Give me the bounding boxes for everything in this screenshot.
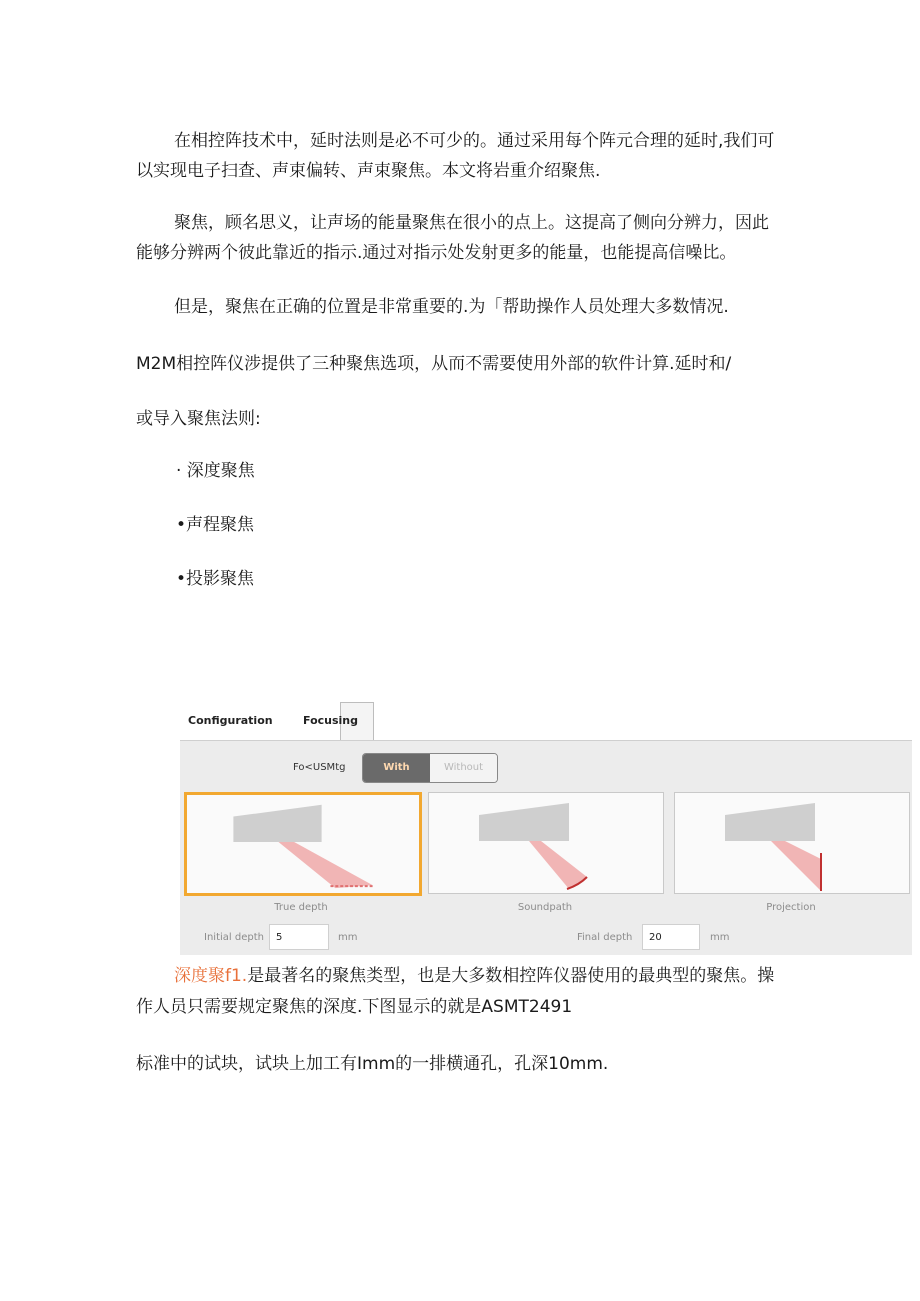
final-depth-input[interactable]: 20 bbox=[642, 924, 700, 950]
initial-depth-unit: mm bbox=[338, 932, 358, 943]
focusing-label: Fo<USMtg bbox=[293, 762, 346, 773]
paragraph-2-line-1: 聚焦，顾名思义，让声场的能量聚焦在很小的点上。这提高了侧向分辨力，因此 bbox=[174, 213, 769, 233]
paragraph-5: 或导入聚焦法则: bbox=[136, 409, 261, 429]
caption-soundpath: Soundpath bbox=[517, 902, 573, 913]
wedge-shape bbox=[233, 805, 321, 842]
wedge-shape bbox=[479, 803, 569, 841]
true-depth-diagram bbox=[187, 795, 419, 893]
toggle-without-button[interactable]: Without bbox=[430, 754, 497, 782]
initial-depth-label: Initial depth bbox=[204, 932, 264, 943]
tab-focusing[interactable]: Focusing bbox=[303, 714, 358, 727]
paragraph-6-rest: 是最著名的聚焦类型，也是大多数相控阵仪器使用的最典型的聚焦。操 bbox=[247, 966, 775, 986]
mode-card-true-depth[interactable] bbox=[184, 792, 422, 896]
paragraph-1-line-2: 以实现电子扫查、声束偏转、声束聚焦。本文将岩重介绍聚焦. bbox=[136, 161, 601, 181]
caption-projection: Projection bbox=[766, 902, 816, 913]
paragraph-2-line-2: 能够分辨两个彼此靠近的指示.通过对指示处发射更多的能量，也能提高信噪比。 bbox=[136, 243, 737, 263]
final-depth-label: Final depth bbox=[577, 932, 633, 943]
beam-shape bbox=[279, 842, 373, 888]
bullet-soundpath-focusing: •声程聚焦 bbox=[176, 515, 255, 535]
paragraph-3: 但是，聚焦在正确的位置是非常重要的.为「帮助操作人员处理大多数情况. bbox=[174, 297, 729, 317]
initial-depth-input[interactable]: 5 bbox=[269, 924, 329, 950]
toggle-with-button[interactable]: With bbox=[363, 754, 430, 782]
focusing-screenshot bbox=[180, 702, 912, 954]
mode-card-projection[interactable] bbox=[674, 792, 910, 894]
paragraph-6-line-1 bbox=[174, 965, 774, 987]
beam-shape bbox=[529, 841, 587, 889]
depth-focusing-highlight: 深度聚f1. bbox=[174, 966, 248, 986]
bullet-projection-focusing: •投影聚焦 bbox=[176, 569, 255, 589]
tab-bar bbox=[180, 702, 830, 736]
paragraph-6-line-2: 作人员只需要规定聚焦的深度.下图显示的就是ASMT2491 bbox=[136, 997, 573, 1017]
beam-shape bbox=[771, 841, 821, 891]
tab-configuration[interactable]: Configuration bbox=[188, 714, 273, 727]
caption-true-depth: True depth bbox=[274, 902, 328, 913]
paragraph-4: M2M相控阵仪涉提供了三种聚焦选项，从而不需要使用外部的软件计算.延时和/ bbox=[136, 354, 732, 374]
bullet-depth-focusing: · 深度聚焦 bbox=[176, 461, 255, 481]
paragraph-7: 标准中的试块，试块上加工有Imm的一排横通孔，孔深10mm. bbox=[136, 1054, 609, 1074]
paragraph-1-line-1: 在相控阵技术中，延时法则是必不可少的。通过采用每个阵元合理的延时,我们可 bbox=[174, 131, 775, 151]
focusing-toggle[interactable] bbox=[362, 753, 498, 783]
wedge-shape bbox=[725, 803, 815, 841]
mode-card-soundpath[interactable] bbox=[428, 792, 664, 894]
final-depth-unit: mm bbox=[710, 932, 730, 943]
soundpath-diagram bbox=[429, 793, 663, 893]
projection-diagram bbox=[675, 793, 909, 893]
